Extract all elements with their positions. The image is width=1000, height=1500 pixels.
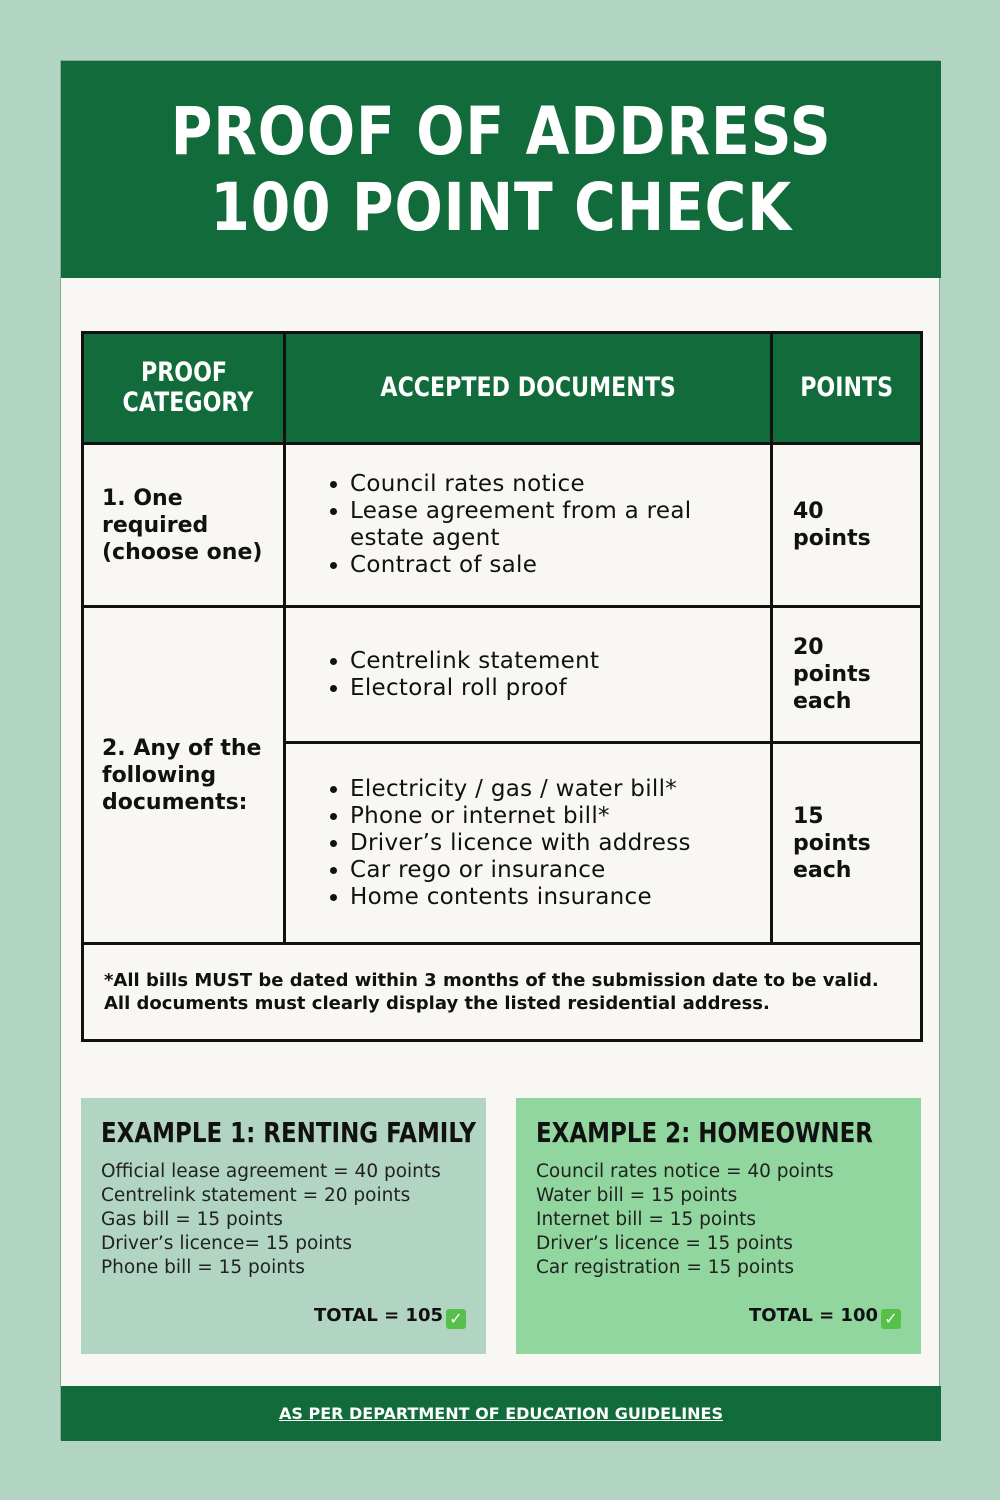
title-line-2: 100 POINT CHECK — [210, 168, 792, 246]
example-line: Driver’s licence= 15 points — [101, 1233, 353, 1254]
header-banner — [61, 61, 941, 278]
points-cell: 15 points each — [772, 743, 922, 944]
example-line: Gas bill = 15 points — [101, 1209, 283, 1230]
documents-cell — [285, 607, 772, 743]
checkmark-icon: ✓ — [446, 1309, 466, 1329]
poster — [60, 60, 940, 1440]
list-item: • Lease agreement from a real estate agent — [350, 498, 770, 552]
list-item: • Driver’s licence with address — [350, 830, 770, 857]
validity-note — [83, 944, 922, 1041]
table-header-row — [83, 333, 922, 444]
header-points: POINTS — [772, 333, 922, 444]
note-line-1: *All bills MUST be dated within 3 months of the submission date to be valid. — [104, 970, 879, 991]
header-proof-category: PROOF CATEGORY — [83, 333, 285, 444]
points-cell: 20 points each — [772, 607, 922, 743]
list-item: • Contract of sale — [350, 552, 770, 579]
example-line: Water bill = 15 points — [536, 1185, 738, 1206]
example-title: EXAMPLE 1: RENTING FAMILY — [101, 1116, 477, 1149]
example-line: Official lease agreement = 40 points — [101, 1161, 441, 1182]
table-row — [83, 444, 922, 607]
example-line: Car registration = 15 points — [536, 1257, 794, 1278]
title-line-1: PROOF OF ADDRESS — [170, 92, 832, 170]
example-line: Phone bill = 15 points — [101, 1257, 305, 1278]
example-line: Council rates notice = 40 points — [536, 1161, 834, 1182]
note-line-2: All documents must clearly display the listed residential address. — [104, 993, 770, 1014]
list-item: • Home contents insurance — [350, 884, 770, 911]
points-table — [81, 331, 923, 1042]
checkmark-icon: ✓ — [881, 1309, 901, 1329]
footer-banner — [61, 1386, 941, 1441]
list-item: • Electricity / gas / water bill* — [350, 776, 770, 803]
list-item: • Car rego or insurance — [350, 857, 770, 884]
documents-cell — [285, 743, 772, 944]
footer-link[interactable]: AS PER DEPARTMENT OF EDUCATION GUIDELINES — [278, 1404, 723, 1423]
example-title: EXAMPLE 2: HOMEOWNER — [536, 1116, 873, 1149]
example-renting-family — [81, 1098, 486, 1354]
header-accepted-documents: ACCEPTED DOCUMENTS — [285, 333, 772, 444]
example-line: Driver’s licence = 15 points — [536, 1233, 793, 1254]
documents-cell — [285, 444, 772, 607]
list-item: • Electoral roll proof — [350, 675, 770, 702]
category-cell: 1. One required (choose one) — [83, 444, 285, 607]
category-cell: 2. Any of the following documents: — [83, 607, 285, 944]
example-total: TOTAL = 105 ✓ — [314, 1305, 466, 1329]
list-item: • Council rates notice — [350, 471, 770, 498]
points-cell: 40 points — [772, 444, 922, 607]
example-homeowner — [516, 1098, 921, 1354]
example-total: TOTAL = 100 ✓ — [749, 1305, 901, 1329]
list-item: • Phone or internet bill* — [350, 803, 770, 830]
table-row — [83, 607, 922, 743]
example-line: Internet bill = 15 points — [536, 1209, 757, 1230]
example-line: Centrelink statement = 20 points — [101, 1185, 411, 1206]
table-note-row — [83, 944, 922, 1041]
list-item: • Centrelink statement — [350, 648, 770, 675]
